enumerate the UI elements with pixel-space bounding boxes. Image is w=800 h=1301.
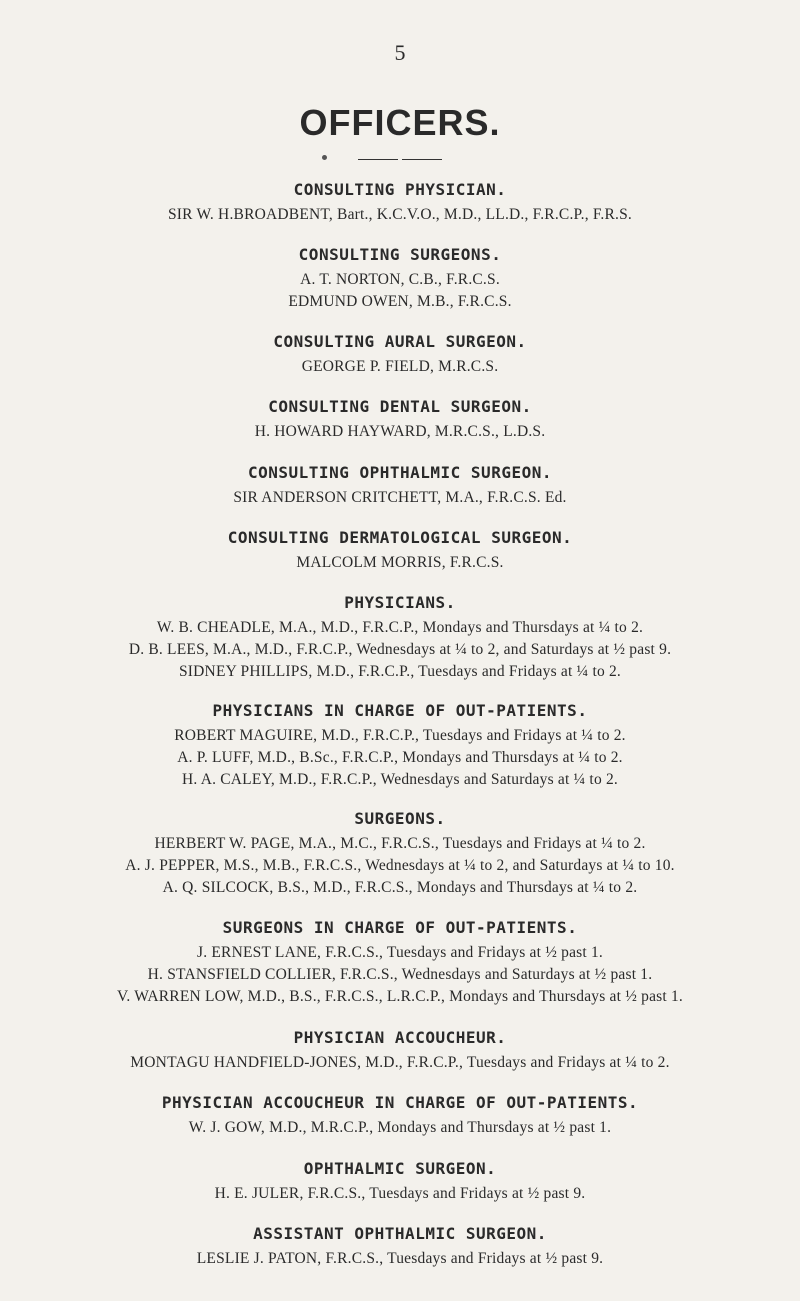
section-ophthalmic-surgeon <box>0 1158 800 1205</box>
title-divider-left <box>358 159 398 160</box>
section-consulting-aural-surgeon <box>0 331 800 378</box>
officer-line: H. HOWARD HAYWARD, M.R.C.S., L.D.S. <box>254 423 546 440</box>
officer-line: D. B. LEES, M.A., M.D., F.R.C.P., Wednesdays at ¼ to 2, and Saturdays at ½ past 9. <box>128 641 672 658</box>
section-consulting-surgeons <box>0 244 800 313</box>
section-heading: CONSULTING PHYSICIAN. <box>293 180 507 199</box>
officer-line: GEORGE P. FIELD, M.R.C.S. <box>301 358 499 375</box>
section-consulting-dermatological-surgeon <box>0 527 800 574</box>
section-physicians-out-patients <box>0 700 800 791</box>
section-physician-accoucheur <box>0 1027 800 1074</box>
officer-line: MALCOLM MORRIS, F.R.C.S. <box>296 554 504 571</box>
officer-line: MONTAGU HANDFIELD-JONES, M.D., F.R.C.P., Tuesdays and Fridays at ¼ to 2. <box>130 1054 670 1071</box>
section-heading: OPHTHALMIC SURGEON. <box>303 1159 497 1178</box>
officer-line: HERBERT W. PAGE, M.A., M.C., F.R.C.S., Tuesdays and Fridays at ¼ to 2. <box>154 835 646 852</box>
section-heading: PHYSICIANS IN CHARGE OF OUT-PATIENTS. <box>212 701 588 720</box>
officer-line: A. J. PEPPER, M.S., M.B., F.R.C.S., Wednesdays at ¼ to 2, and Saturdays at ¼ to 10. <box>125 857 675 874</box>
section-heading: PHYSICIAN ACCOUCHEUR IN CHARGE OF OUT-PATIENTS. <box>161 1093 639 1112</box>
officer-line: ROBERT MAGUIRE, M.D., F.R.C.P., Tuesdays and Fridays at ¼ to 2. <box>174 727 626 744</box>
ornament-dot <box>322 155 327 160</box>
officer-line: V. WARREN LOW, M.D., B.S., F.R.C.S., L.R.C.P., Mondays and Thursdays at ½ past 1. <box>117 988 683 1005</box>
section-heading: CONSULTING SURGEONS. <box>298 245 502 264</box>
officer-line: SIR ANDERSON CRITCHETT, M.A., F.R.C.S. Ed. <box>233 489 567 506</box>
officer-line: H. STANSFIELD COLLIER, F.R.C.S., Wednesdays and Saturdays at ½ past 1. <box>147 966 653 983</box>
title-divider-right <box>402 159 442 160</box>
officer-line: W. J. GOW, M.D., M.R.C.P., Mondays and Thursdays at ½ past 1. <box>188 1119 612 1136</box>
officer-line: EDMUND OWEN, M.B., F.R.C.S. <box>288 293 512 310</box>
officer-line: A. Q. SILCOCK, B.S., M.D., F.R.C.S., Mondays and Thursdays at ¼ to 2. <box>162 879 638 896</box>
page-number: 5 <box>394 40 406 65</box>
officer-line: LESLIE J. PATON, F.R.C.S., Tuesdays and Fridays at ½ past 9. <box>196 1250 604 1267</box>
officer-line: H. E. JULER, F.R.C.S., Tuesdays and Fridays at ½ past 9. <box>214 1185 586 1202</box>
page-title: OFFICERS. <box>299 102 501 143</box>
section-physician-accoucheur-out-patients <box>0 1092 800 1139</box>
officer-line: A. T. NORTON, C.B., F.R.C.S. <box>300 271 500 288</box>
section-surgeons <box>0 808 800 899</box>
officer-line: H. A. CALEY, M.D., F.R.C.P., Wednesdays and Saturdays at ¼ to 2. <box>182 771 618 788</box>
section-heading: SURGEONS. <box>354 809 446 828</box>
officer-line: J. ERNEST LANE, F.R.C.S., Tuesdays and Fridays at ½ past 1. <box>197 944 603 961</box>
section-heading: SURGEONS IN CHARGE OF OUT-PATIENTS. <box>222 918 578 937</box>
section-consulting-physician <box>0 179 800 226</box>
section-heading: CONSULTING DERMATOLOGICAL SURGEON. <box>227 528 573 547</box>
officer-line: SIDNEY PHILLIPS, M.D., F.R.C.P., Tuesdays and Fridays at ¼ to 2. <box>178 663 622 680</box>
section-heading: CONSULTING AURAL SURGEON. <box>273 332 527 351</box>
section-surgeons-out-patients <box>0 917 800 1008</box>
officer-line: W. B. CHEADLE, M.A., M.D., F.R.C.P., Mondays and Thursdays at ¼ to 2. <box>156 619 644 636</box>
officer-line: A. P. LUFF, M.D., B.Sc., F.R.C.P., Mondays and Thursdays at ¼ to 2. <box>177 749 623 766</box>
section-heading: PHYSICIAN ACCOUCHEUR. <box>293 1028 507 1047</box>
section-physicians <box>0 592 800 683</box>
section-heading: ASSISTANT OPHTHALMIC SURGEON. <box>253 1224 547 1243</box>
section-heading: CONSULTING DENTAL SURGEON. <box>268 397 532 416</box>
section-consulting-ophthalmic-surgeon <box>0 462 800 509</box>
section-consulting-dental-surgeon <box>0 396 800 443</box>
section-heading: PHYSICIANS. <box>344 593 456 612</box>
section-heading: CONSULTING OPHTHALMIC SURGEON. <box>248 463 552 482</box>
section-assistant-ophthalmic-surgeon <box>0 1223 800 1270</box>
officer-line: SIR W. H.BROADBENT, Bart., K.C.V.O., M.D., LL.D., F.R.C.P., F.R.S. <box>167 206 633 223</box>
